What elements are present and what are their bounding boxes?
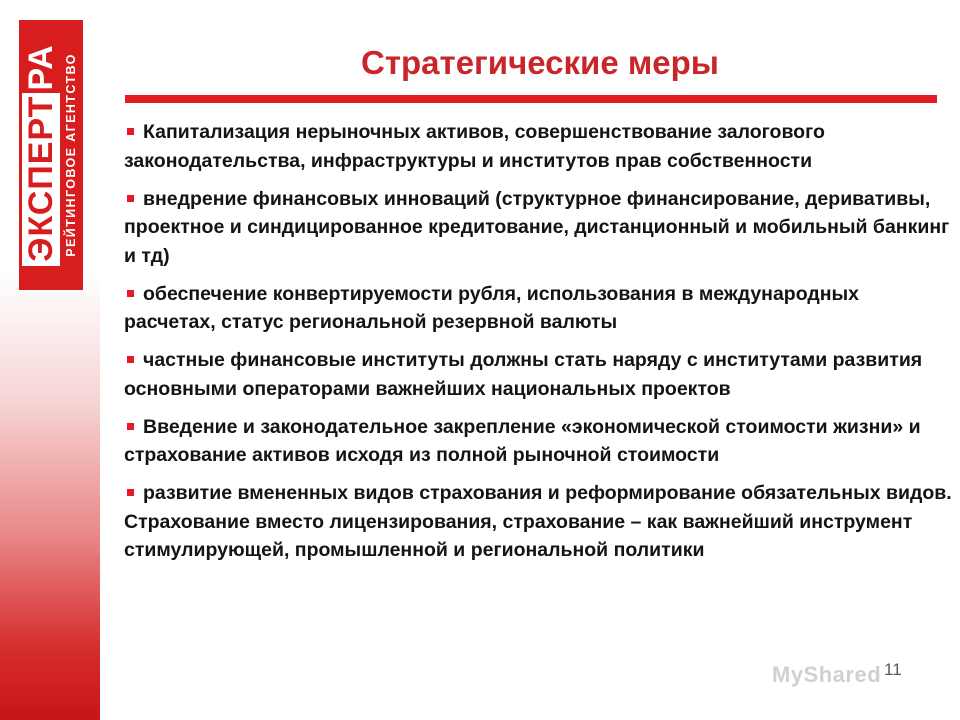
bullet-item [124, 479, 954, 565]
title-divider [125, 95, 937, 103]
bullet-text: обеспечение конвертируемости рубля, использования в международных расчетах, статус региональной резервной валюты [124, 282, 860, 333]
bullet-text: Капитализация нерыночных активов, совершенствование залогового законодательства, инфраструктуры и институтов прав собственности [124, 121, 825, 172]
bullet-marker-icon [127, 356, 134, 363]
bullet-list [124, 118, 954, 574]
bullet-item [124, 118, 954, 175]
expert-ra-logo [19, 20, 83, 290]
bullet-item [124, 185, 954, 271]
bullet-item [124, 280, 954, 337]
bullet-item [124, 346, 954, 403]
bullet-marker-icon [127, 423, 134, 430]
logo-wordmark [22, 20, 60, 290]
bullet-marker-icon [127, 290, 134, 297]
watermark: MyShared [772, 662, 882, 687]
slide-title: Стратегические меры [361, 44, 719, 81]
bullet-text: частные финансовые институты должны стать наряду с институтами развития основными операторами важнейших национальных проектов [124, 349, 923, 400]
bullet-text: внедрение финансовых инноваций (структурное финансирование, деривативы, проектное и синдицированное кредитование, дистанционный и мобильный банкинг и тд) [124, 187, 950, 267]
bullet-text: развитие вмененных видов страхования и реформирование обязательных видов. Страхование вместо лицензирования, страхование – как важнейший инструмент стимулирующей, промышленной и региональной политики [124, 482, 952, 561]
page-number: 11 [884, 660, 902, 679]
bullet-text: Введение и законодательное закрепление «экономической стоимости жизни» и страхование активов исходя из полной рыночной стоимости [124, 415, 921, 466]
logo-wordmark-ra: РА [22, 44, 60, 91]
logo-wordmark-main: ЭКСПЕРТ [22, 93, 60, 266]
bullet-marker-icon [127, 128, 134, 135]
bullet-item [124, 413, 954, 470]
bullet-marker-icon [127, 195, 134, 202]
logo-subtitle: РЕЙТИНГОВОЕ АГЕНТСТВО [64, 53, 78, 257]
bullet-marker-icon [127, 489, 134, 496]
